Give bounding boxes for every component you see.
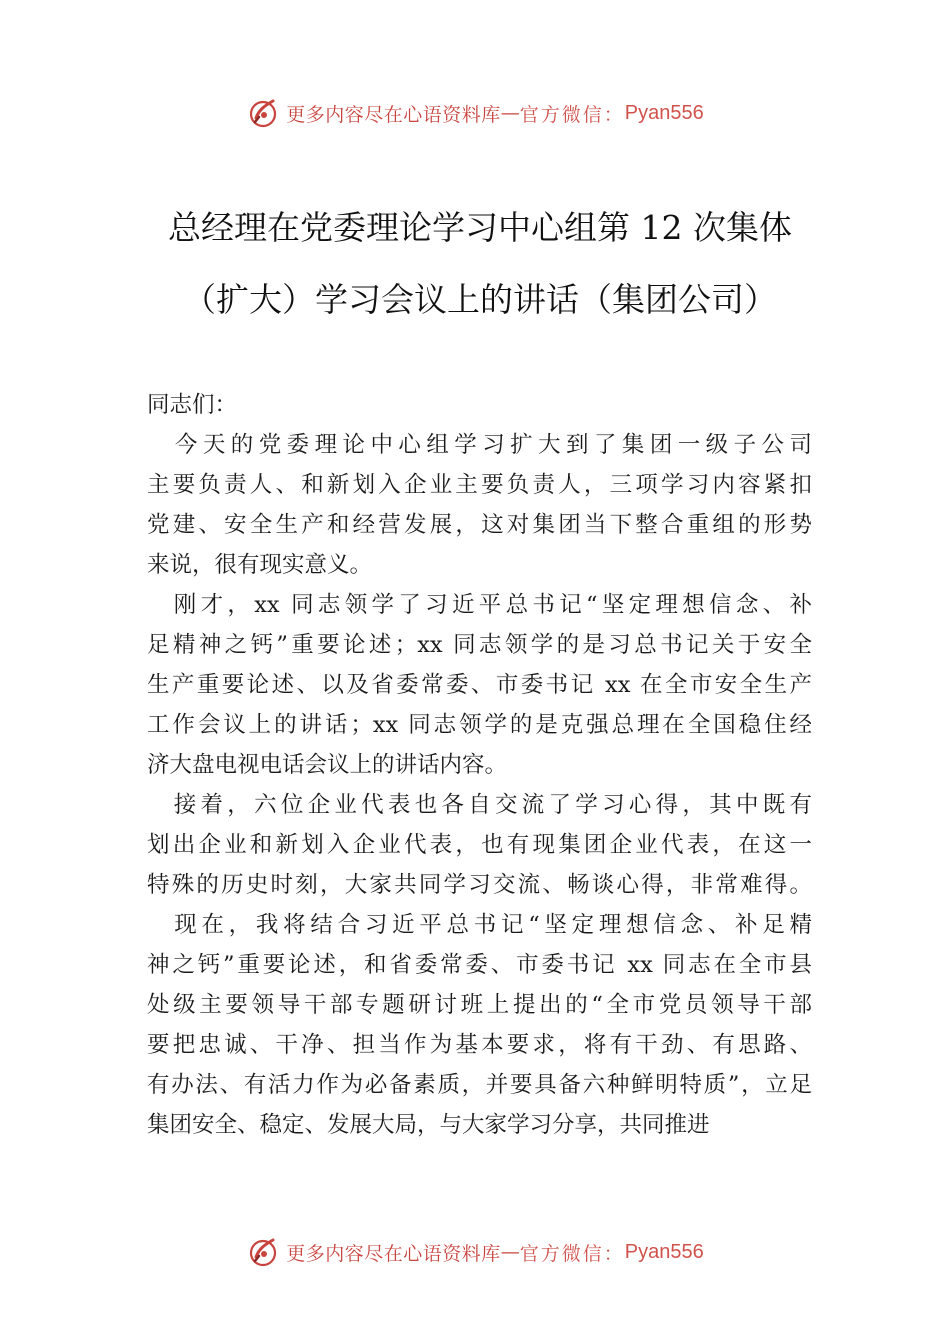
banner-wechat-label: 官方微信： <box>519 1242 625 1265</box>
banner-wechat-label: 官方微信： <box>519 103 625 126</box>
document-body <box>147 385 812 1145</box>
body-line: 划出企业和新划入企业代表，也有现集团企业代表，在这一 <box>147 832 812 858</box>
body-line: 集团安全、稳定、发展大局，与大家学习分享，共同推进 <box>147 1112 710 1138</box>
body-line: 接着，六位企业代表也各自交流了学习心得，其中既有 <box>147 792 812 818</box>
document-title-line-1: 总经理在党委理论学习中心组第 12 次集体 <box>168 208 792 247</box>
pen-logo-icon <box>246 96 280 130</box>
body-line: 特殊的历史时刻，大家共同学习交流、畅谈心得，非常难得。 <box>147 872 812 898</box>
banner-text: 更多内容尽在心语资料库 <box>286 1242 501 1265</box>
banner-dash: — <box>500 102 520 124</box>
body-line: 济大盘电视电话会议上的讲话内容。 <box>147 752 508 778</box>
body-line: 来说，很有现实意义。 <box>147 552 373 578</box>
salutation: 同志们： <box>147 392 238 418</box>
body-line: 生产重要论述、以及省委常委、市委书记 xx 在全市安全生产 <box>147 672 812 698</box>
body-line: 神之钙”重要论述，和省委常委、市委书记 xx 同志在全市县 <box>147 952 812 978</box>
banner-dash: — <box>500 1241 520 1263</box>
footer-banner <box>0 1232 950 1272</box>
body-line: 党建、安全生产和经营发展，这对集团当下整合重组的形势 <box>147 512 812 538</box>
body-line: 足精神之钙”重要论述；xx 同志领学的是习总书记关于安全 <box>147 632 812 658</box>
body-line: 工作会议上的讲话；xx 同志领学的是克强总理在全国稳住经 <box>147 712 812 738</box>
body-line: 要把忠诚、干净、担当作为基本要求，将有干劲、有思路、 <box>147 1032 812 1058</box>
header-banner <box>0 93 950 133</box>
body-line: 现在，我将结合习近平总书记“坚定理想信念、补足精 <box>147 912 812 938</box>
banner-wechat-id: Pyan556 <box>624 1240 704 1263</box>
body-line: 主要负责人、和新划入企业主要负责人，三项学习内容紧扣 <box>147 472 812 498</box>
banner-wechat-id: Pyan556 <box>624 101 704 124</box>
pen-logo-icon <box>246 1235 280 1269</box>
body-line: 处级主要领导干部专题研讨班上提出的“全市党员领导干部 <box>147 992 812 1018</box>
body-line: 刚才，xx 同志领学了习近平总书记“坚定理想信念、补 <box>147 592 812 618</box>
body-line: 今天的党委理论中心组学习扩大到了集团一级子公司 <box>147 432 812 458</box>
banner-text: 更多内容尽在心语资料库 <box>286 103 501 126</box>
body-line: 有办法、有活力作为必备素质，并要具备六种鲜明特质”，立足 <box>147 1072 812 1098</box>
document-title-line-2: （扩大）学习会议上的讲话（集团公司） <box>183 280 777 319</box>
